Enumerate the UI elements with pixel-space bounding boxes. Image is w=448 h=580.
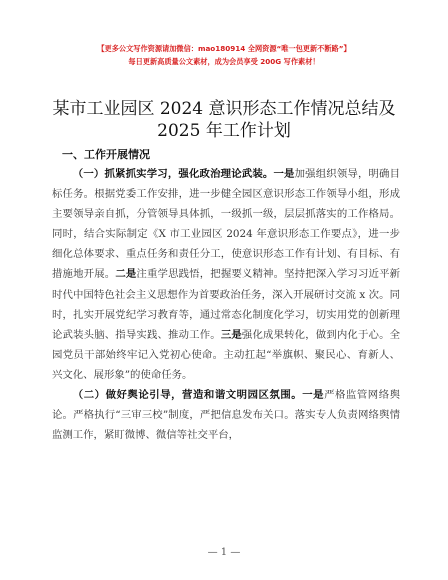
promo-banner-line-2: 每日更新高质量公文素材，成为会员享受 200G 写作素材！: [128, 57, 320, 66]
document-body: [52, 164, 400, 445]
section-heading: 一、工作开展情况: [62, 148, 150, 161]
page-number: — 1 —: [207, 547, 241, 558]
paragraph-text: 严格监管网络舆论。严格执行“三审三校”制度，严把信息发布关口。落实专人负责网络舆情监测工作，紧盯微博、微信等社交平台，: [52, 389, 401, 442]
paragraph-1: [52, 164, 400, 385]
paragraph-text: 加强组织领导，明确目标任务。根据党委工作安排，进一步健全园区意识形态工作领导小组，形成主要领导亲自抓，分管领导具体抓，一级抓一级，层层抓落实的工作格局。同时，结合实际制定《X 市工业园区 2024 年意识形态工作要点》，进一步细化总体要求、重点任务和责任分工，使意识形态工作有计划、有目标、有措施地开展。: [52, 168, 401, 281]
point-marker: 三是: [220, 328, 242, 341]
point-marker: 一是: [302, 389, 325, 402]
document-title: [0, 98, 448, 142]
paragraph-2-lead: （二）做好舆论引导，营造和谐文明园区氛围。: [72, 389, 303, 402]
paragraph-text: 注重学思践悟，把握要义精神。坚持把深入学习习近平新时代中国特色社会主义思想作为首要政治任务，深入开展研讨交流 x 次。同时，扎实开展党纪学习教育等，通过常态化制度化学习，切实用党的创新理论武装头脑、指导实践、推动工作。: [52, 268, 401, 341]
paragraph-2: [52, 385, 400, 445]
paragraph-1-lead: （一）抓紧抓实学习，强化政治理论武装。: [72, 168, 274, 180]
point-marker: 二是: [115, 268, 137, 281]
point-marker: 一是: [273, 168, 295, 180]
title-line-2: 2025 年工作计划: [157, 121, 291, 141]
promo-banner-line-1: 【更多公文写作资源请加微信：mao180914 全网资源“唯一包更新不断路”】: [97, 44, 351, 53]
paragraph-text: 强化成果转化，做到内化于心。全园党员干部始终牢记入党初心使命。主动扛起“举旗帜、聚民心、育新人、兴文化、展形象”的使命任务。: [52, 328, 401, 381]
title-line-1: 某市工业园区 2024 意识形态工作情况总结及: [52, 99, 396, 119]
